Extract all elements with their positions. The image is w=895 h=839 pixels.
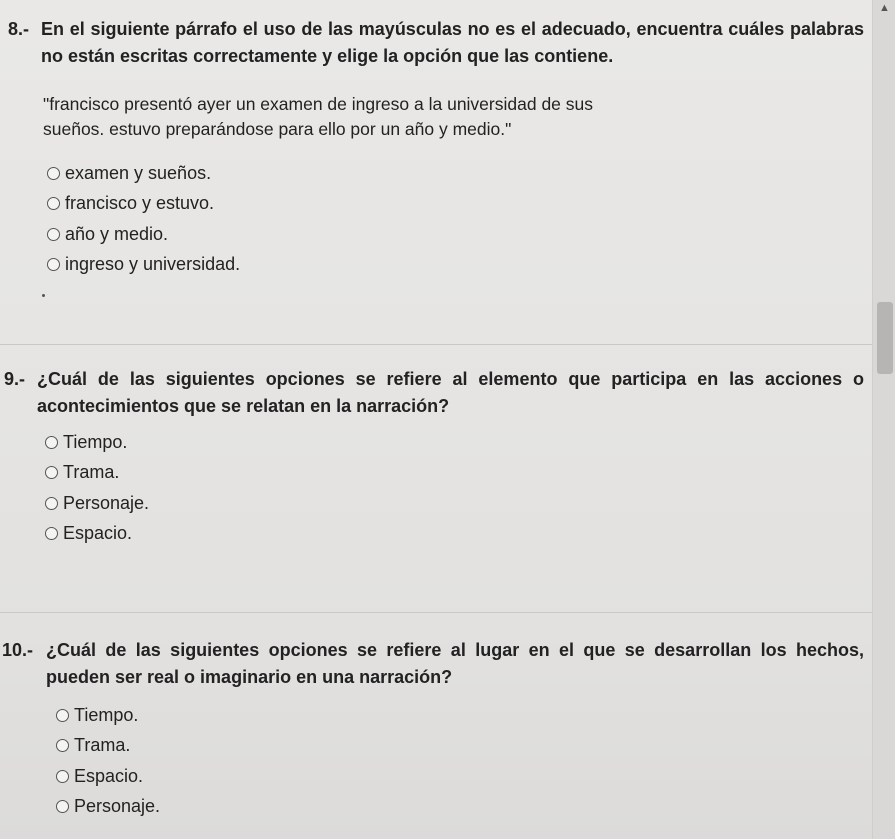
radio-circle-icon[interactable] <box>56 770 69 783</box>
radio-circle-icon[interactable] <box>47 167 60 180</box>
question-8-options <box>47 158 240 280</box>
q8-option-c[interactable] <box>47 219 240 250</box>
radio-circle-icon[interactable] <box>45 436 58 449</box>
q10-option-a-label: Tiempo. <box>74 704 139 725</box>
q10-option-a[interactable] <box>56 700 160 731</box>
question-8-passage <box>43 92 593 142</box>
question-10 <box>0 637 872 691</box>
radio-circle-icon[interactable] <box>56 709 69 722</box>
question-8-header <box>0 16 872 70</box>
radio-circle-icon[interactable] <box>45 466 58 479</box>
radio-circle-icon[interactable] <box>45 497 58 510</box>
radio-circle-icon[interactable] <box>47 197 60 210</box>
passage-line-2: sueños. estuvo preparándose para ello por un año y medio." <box>43 119 512 139</box>
divider-1 <box>0 344 872 345</box>
q8-option-a[interactable] <box>47 158 240 189</box>
question-9 <box>0 366 872 420</box>
q8-option-b[interactable] <box>47 189 240 220</box>
q10-option-d[interactable] <box>56 792 160 823</box>
question-9-prompt: ¿Cuál de las siguientes opciones se refiere al elemento que participa en las acciones o acontecimientos que se relatan en la narración? <box>37 369 864 416</box>
question-10-number: 10.- <box>2 640 34 660</box>
q9-option-d-label: Espacio. <box>63 523 133 544</box>
question-8-number: 8.- <box>8 19 30 39</box>
q10-option-b[interactable] <box>56 731 160 762</box>
question-10-options <box>56 700 160 822</box>
question-8-prompt: En el siguiente párrafo el uso de las mayúsculas no es el adecuado, encuentra cuáles palabras no están escritas correctamente y elige la opción que las contiene. <box>41 19 864 66</box>
q10-option-b-label: Trama. <box>74 735 131 756</box>
question-9-options <box>45 427 149 549</box>
radio-circle-icon[interactable] <box>47 258 60 271</box>
q9-option-b-label: Trama. <box>63 462 120 483</box>
question-10-prompt: ¿Cuál de las siguientes opciones se refiere al lugar en el que se desarrollan los hechos, pueden ser real o imaginario en una narración? <box>46 640 864 687</box>
q9-option-a-label: Tiempo. <box>63 431 128 452</box>
q9-option-d[interactable] <box>45 519 149 550</box>
q9-option-a[interactable] <box>45 427 149 458</box>
radio-circle-icon[interactable] <box>56 739 69 752</box>
question-9-header <box>0 366 872 420</box>
radio-circle-icon[interactable] <box>47 228 60 241</box>
question-8 <box>0 16 872 70</box>
stray-dot <box>42 294 45 297</box>
radio-circle-icon[interactable] <box>45 527 58 540</box>
q9-option-c-label: Personaje. <box>63 492 150 513</box>
q10-option-c[interactable] <box>56 761 160 792</box>
q8-option-d-label: ingreso y universidad. <box>65 254 241 275</box>
radio-circle-icon[interactable] <box>56 800 69 813</box>
q10-option-d-label: Personaje. <box>74 796 161 817</box>
scrollbar-thumb[interactable] <box>877 302 893 374</box>
q9-option-c[interactable] <box>45 488 149 519</box>
q8-option-a-label: examen y sueños. <box>65 162 212 183</box>
question-9-number: 9.- <box>4 369 26 389</box>
q8-option-c-label: año y medio. <box>65 223 169 244</box>
chevron-up-icon[interactable]: ▲ <box>879 2 890 14</box>
q8-option-d[interactable] <box>47 250 240 281</box>
q10-option-c-label: Espacio. <box>74 765 144 786</box>
divider-2 <box>0 612 872 613</box>
q8-option-b-label: francisco y estuvo. <box>65 193 215 214</box>
vertical-scrollbar[interactable] <box>872 0 895 839</box>
question-10-header <box>0 637 872 691</box>
q9-option-b[interactable] <box>45 458 149 489</box>
passage-line-1: "francisco presentó ayer un examen de ingreso a la universidad de sus <box>43 94 594 114</box>
